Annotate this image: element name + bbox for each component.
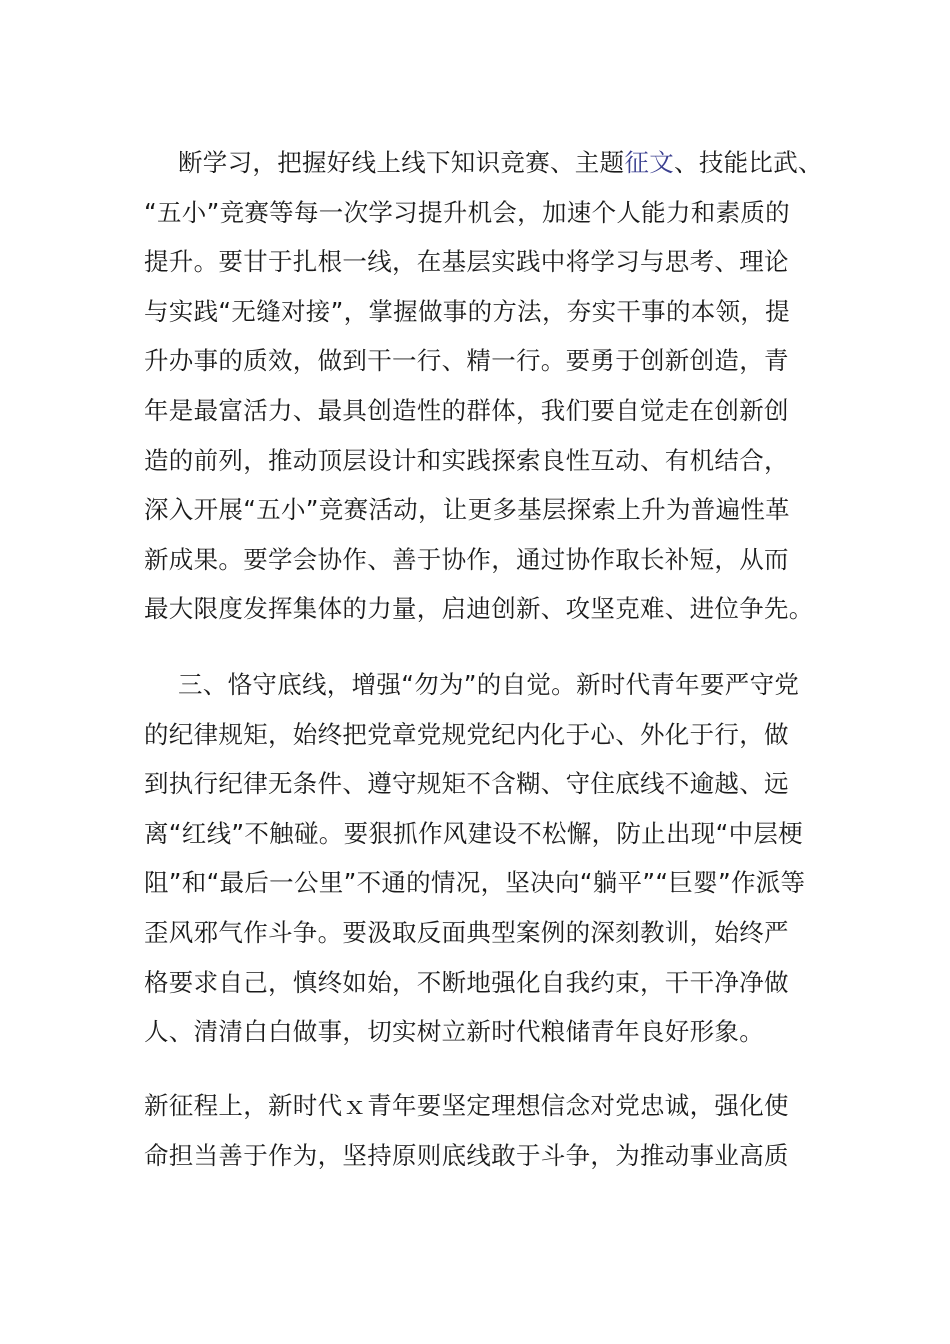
essay-link[interactable]: 征文 [624, 148, 675, 177]
text-line: 与实践“无缝对接”，掌握做事的方法，夯实干事的本领，提 [144, 296, 790, 326]
text-line: 到执行纪律无条件、遵守规矩不含糊、守住底线不逾越、远 [144, 769, 789, 799]
text-line: 新征程上，新时代ｘ青年要坚定理想信念对党忠诚，强化使 [144, 1091, 789, 1120]
text-line: 命担当善于作为，坚持原则底线敢于斗争，为推动事业高质 [144, 1140, 789, 1170]
text-line: 造的前列，推动顶层设计和实践探索良性互动、有机结合， [144, 445, 789, 475]
text-line: 新成果。要学会协作、善于协作，通过协作取长补短，从而 [144, 544, 789, 574]
text-line: 的纪律规矩，始终把党章党规党纪内化于心、外化于行，做 [144, 719, 789, 749]
paragraph-bottom-line [144, 660, 824, 1057]
text-line: 格要求自己，慎终如始，不断地强化自我约束，干干净净做 [144, 967, 789, 997]
paragraph-new-journey [144, 1081, 824, 1180]
text-line [144, 138, 824, 188]
text-line: 最大限度发挥集体的力量，启迪创新、攻坚克难、进位争先。 [144, 594, 814, 624]
text-line: 年是最富活力、最具创造性的群体，我们要自觉走在创新创 [144, 395, 789, 425]
section-heading-line: 三、恪守底线，增强“勿为”的自觉。新时代青年要严守党 [178, 670, 800, 699]
text-segment: 断学习，把握好线上线下知识竞赛、主题 [178, 148, 625, 177]
text-line: 深入开展“五小”竞赛活动，让更多基层探索上升为普遍性革 [144, 495, 790, 525]
text-line: 提升。要甘于扎根一线，在基层实践中将学习与思考、理论 [144, 247, 789, 277]
text-line: 离“红线”不触碰。要狠抓作风建设不松懈，防止出现“中层梗 [144, 818, 803, 848]
text-segment: 、技能比武、 [674, 148, 823, 177]
text-line: “五小”竞赛等每一次学习提升机会，加速个人能力和素质的 [144, 197, 790, 227]
text-line: 人、清清白白做事，切实树立新时代粮储青年良好形象。 [144, 1017, 764, 1047]
text-line: 阻”和“最后一公里”不通的情况，坚决向“躺平”“巨婴”作派等 [144, 868, 806, 898]
text-line: 歪风邪气作斗争。要汲取反面典型案例的深刻教训，始终严 [144, 917, 789, 947]
paragraph-learning [144, 138, 824, 634]
text-line: 升办事的质效，做到干一行、精一行。要勇于创新创造，青 [144, 346, 789, 376]
